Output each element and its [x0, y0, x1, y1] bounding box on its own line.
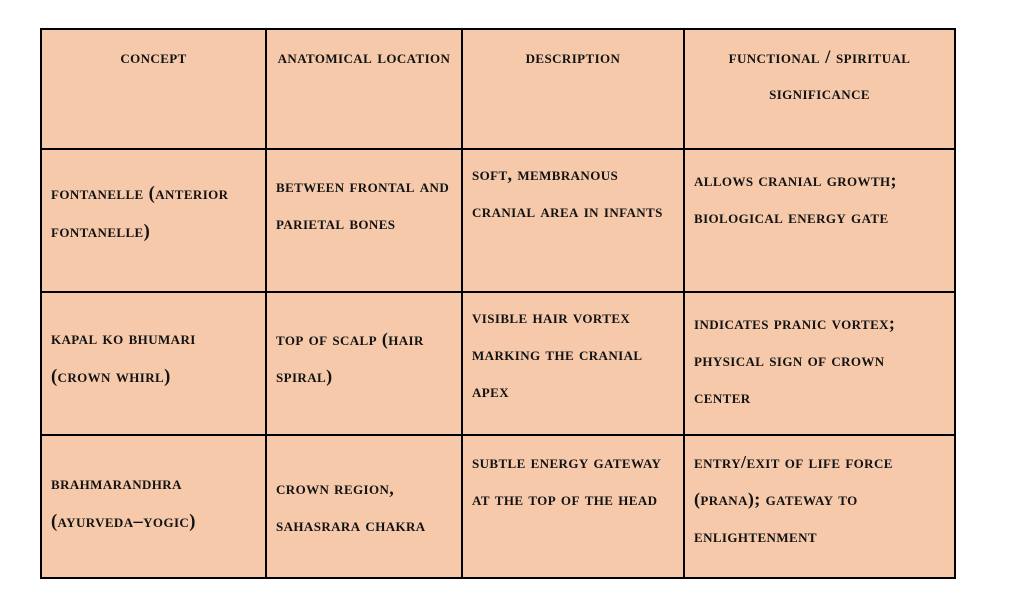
column-header-location-label: anatomical location: [277, 47, 451, 68]
table-header-row: [41, 29, 955, 149]
column-header-significance: [684, 29, 955, 149]
cell-significance-text: allows cranial growth; biological energy gate: [694, 170, 897, 227]
table-row: [41, 292, 955, 435]
cell-significance-text: indicates pranic vortex; physical sign of crown center: [694, 313, 896, 407]
table-row: [41, 435, 955, 578]
cell-location: [266, 149, 462, 292]
column-header-concept: [41, 29, 266, 149]
column-header-significance-label: functional / spiritual significance: [728, 47, 911, 105]
table-header: [41, 29, 955, 149]
cell-significance-text: entry/exit of life force (prana); gateway to enlightenment: [694, 452, 893, 546]
concept-table: [40, 28, 956, 579]
cell-location-text: top of scalp (hair spiral): [276, 329, 424, 386]
cell-description: [462, 149, 684, 292]
concept-table-container: [40, 28, 954, 579]
table-body: [41, 149, 955, 578]
cell-concept-text: brahmarandhra (ayurveda–yogic): [51, 474, 196, 532]
cell-description-text: soft, membranous cranial area in infants: [472, 164, 663, 221]
cell-concept: [41, 435, 266, 578]
cell-location-text: between frontal and parietal bones: [276, 176, 450, 233]
cell-location: [266, 435, 462, 578]
cell-description-text: subtle energy gateway at the top of the head: [472, 452, 662, 509]
cell-location-text: crown region, sahasrara chakra: [276, 478, 426, 535]
cell-concept: [41, 149, 266, 292]
column-header-location: [266, 29, 462, 149]
cell-description: [462, 435, 684, 578]
cell-significance: [684, 292, 955, 435]
cell-concept-text: fontanelle (anterior fontanelle): [51, 184, 229, 242]
table-row: [41, 149, 955, 292]
cell-concept-text: kapal ko bhumari (crown whirl): [51, 329, 196, 387]
column-header-concept-label: concept: [120, 47, 187, 68]
cell-significance: [684, 149, 955, 292]
cell-description-text: visible hair vortex marking the cranial apex: [472, 307, 643, 401]
column-header-description-label: description: [525, 47, 621, 68]
cell-significance: [684, 435, 955, 578]
cell-concept: [41, 292, 266, 435]
column-header-description: [462, 29, 684, 149]
cell-description: [462, 292, 684, 435]
cell-location: [266, 292, 462, 435]
